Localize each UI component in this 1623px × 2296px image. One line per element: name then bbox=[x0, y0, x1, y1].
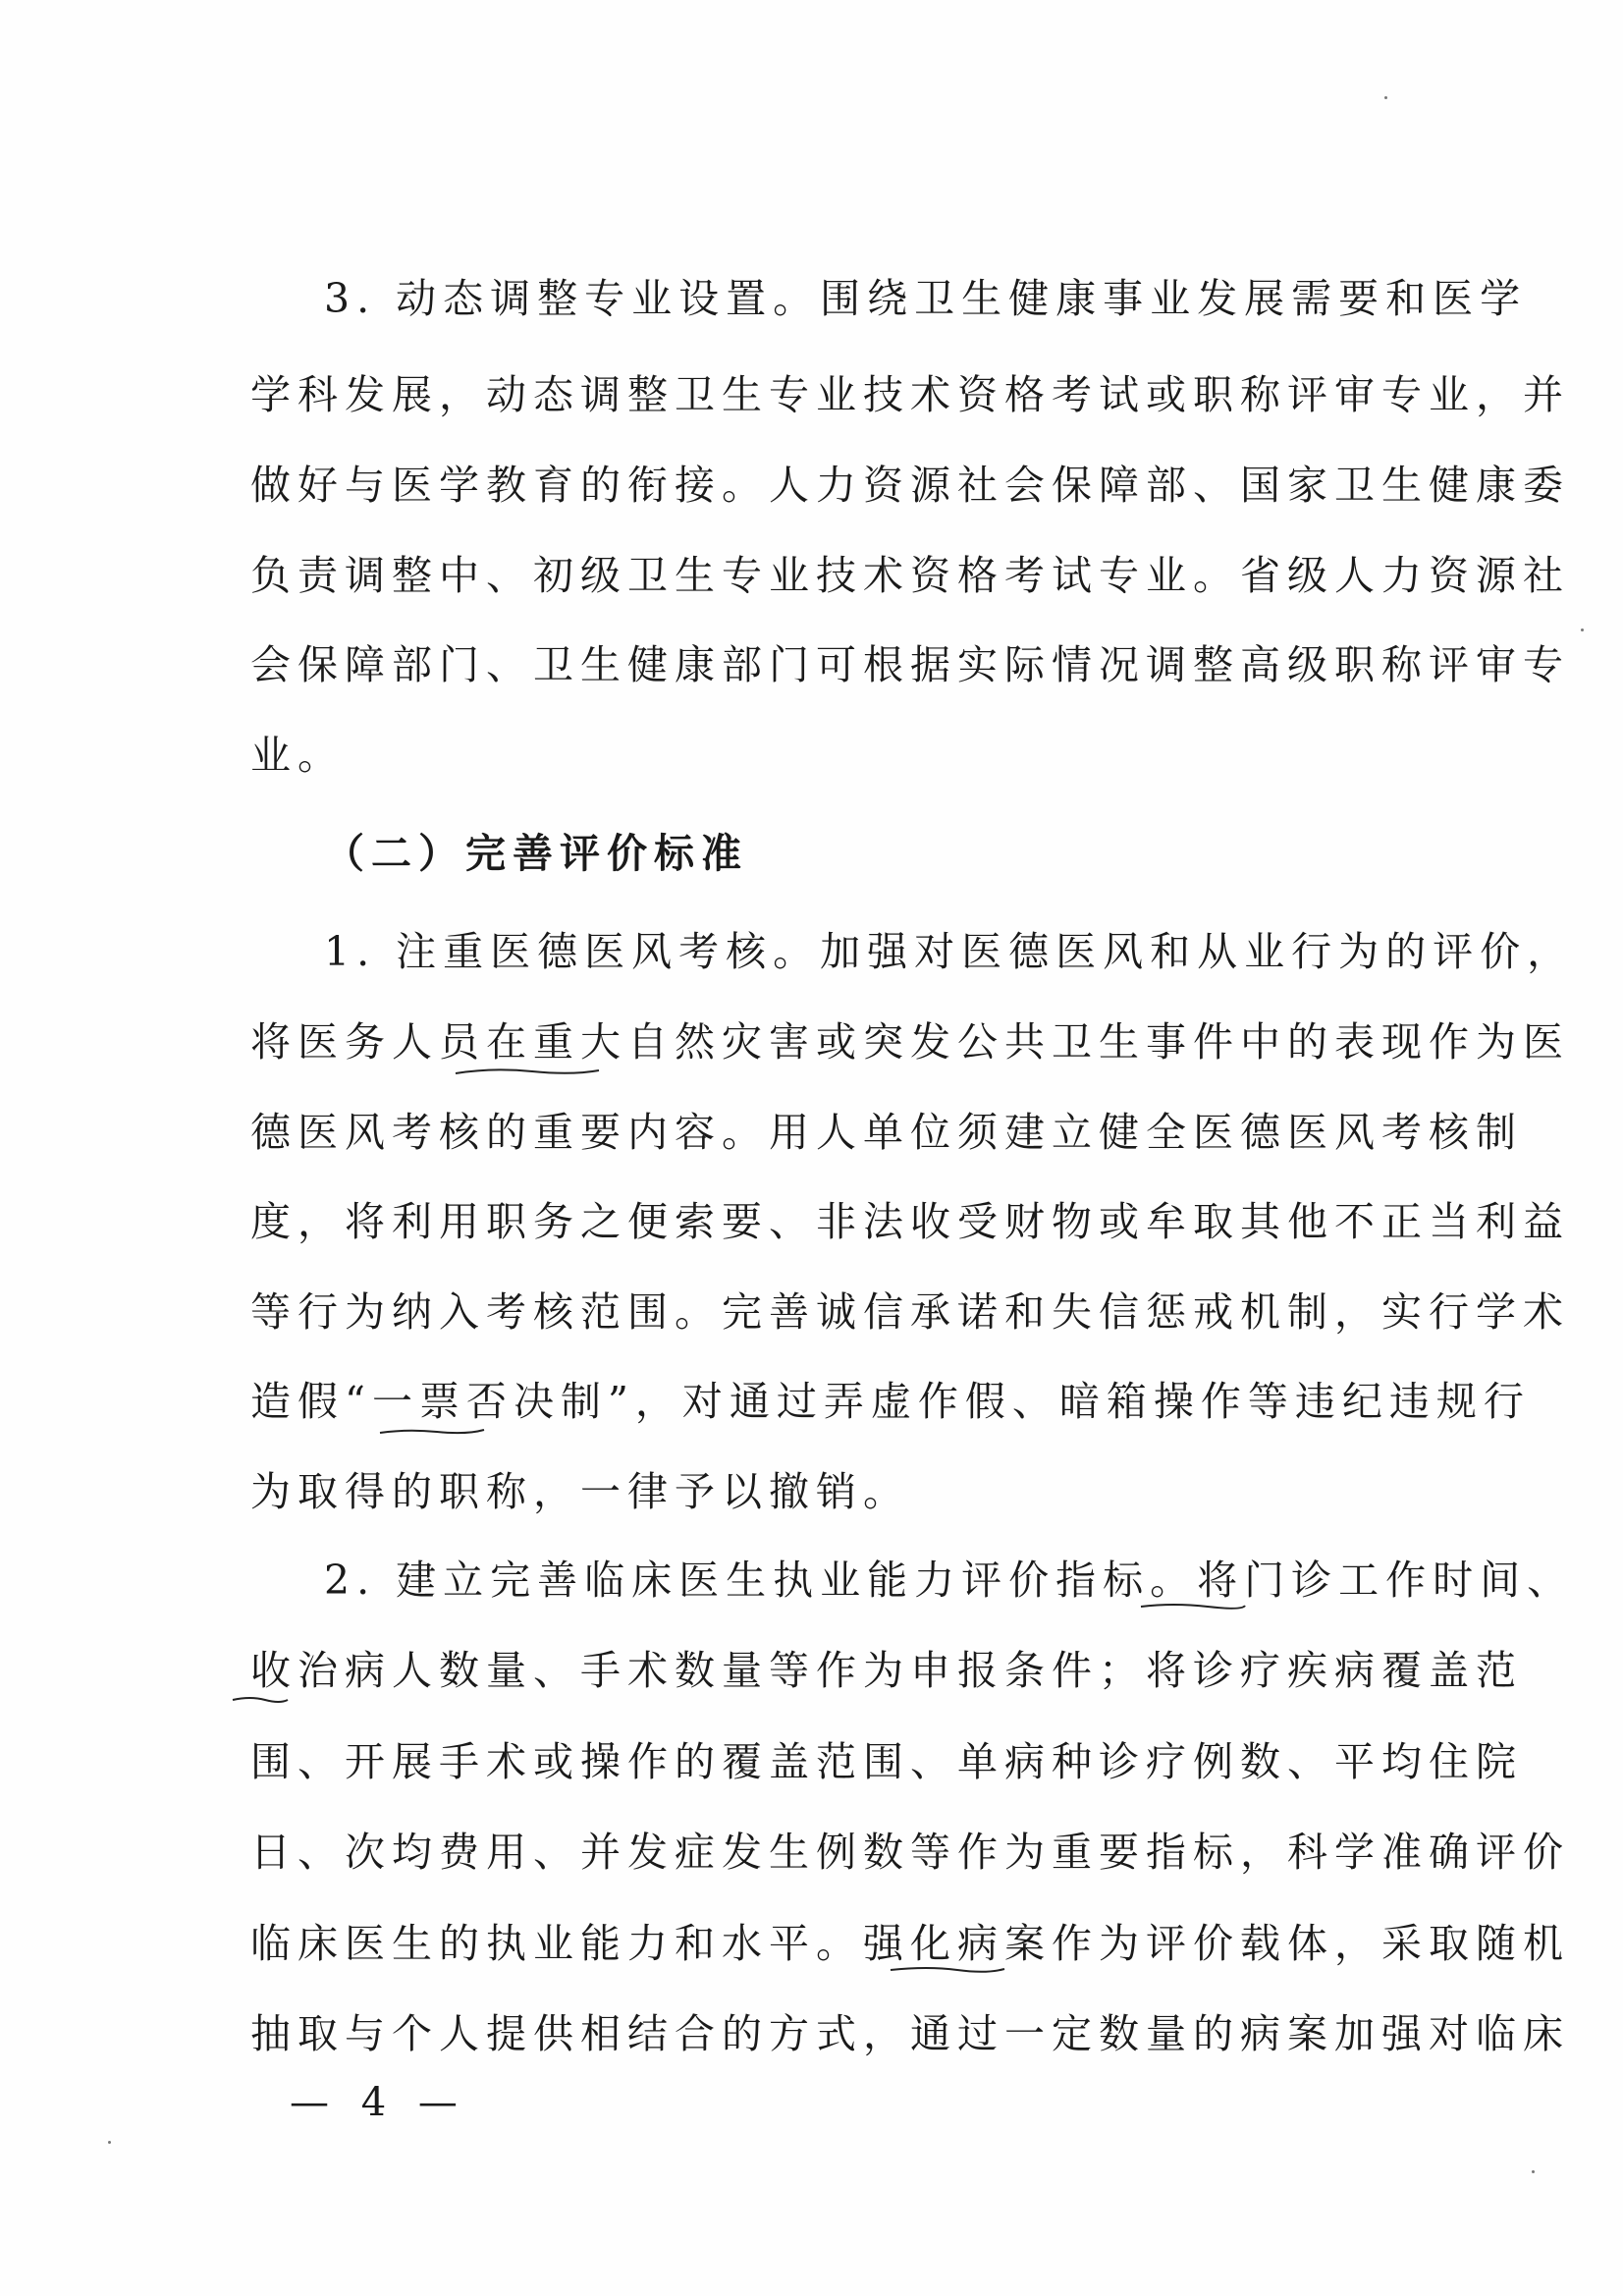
pen-underline-mark bbox=[889, 1964, 1006, 1974]
page-number: — 4 — bbox=[290, 2080, 467, 2125]
paragraph-line: 为取得的职称，一律予以撤销。 bbox=[250, 1468, 910, 1515]
paragraph-line: 造假“一票否决制”，对通过弄虚作假、暗箱操作等违纪违规行 bbox=[250, 1378, 1531, 1425]
paragraph-line: 度，将利用职务之便索要、非法收受财物或牟取其他不正当利益 bbox=[250, 1198, 1570, 1245]
paragraph-line: 抽取与个人提供相结合的方式，通过一定数量的病案加强对临床 bbox=[250, 2010, 1570, 2057]
paragraph-line: 将医务人员在重大自然灾害或突发公共卫生事件中的表现作为医 bbox=[250, 1018, 1570, 1066]
scan-speck bbox=[1384, 96, 1387, 99]
paragraph-line: 收治病人数量、手术数量等作为申报条件；将诊疗疾病覆盖范 bbox=[250, 1647, 1523, 1694]
scan-speck bbox=[1581, 629, 1584, 631]
paragraph-line: 业。 bbox=[250, 732, 345, 779]
paragraph-line: 2. 建立完善临床医生执业能力评价指标。将门诊工作时间、 bbox=[324, 1557, 1575, 1604]
scan-speck bbox=[108, 2141, 111, 2144]
paragraph-line: 负责调整中、初级卫生专业技术资格考试专业。省级人力资源社 bbox=[250, 552, 1570, 599]
paragraph-line: 等行为纳入考核范围。完善诚信承诺和失信惩戒机制，实行学术 bbox=[250, 1288, 1570, 1336]
paragraph-line: 会保障部门、卫生健康部门可根据实际情况调整高级职称评审专 bbox=[250, 641, 1570, 688]
paragraph-line: 学科发展，动态调整卫生专业技术资格考试或职称评审专业，并 bbox=[250, 371, 1570, 418]
paragraph-line: 临床医生的执业能力和水平。强化病案作为评价载体，采取随机 bbox=[250, 1920, 1570, 1967]
paragraph-line: 1. 注重医德医风考核。加强对医德医风和从业行为的评价， bbox=[324, 928, 1575, 975]
paragraph-line: 德医风考核的重要内容。用人单位须建立健全医德医风考核制 bbox=[250, 1109, 1523, 1156]
paragraph-line: 做好与医学教育的衔接。人力资源社会保障部、国家卫生健康委 bbox=[250, 462, 1570, 509]
section-heading: （二）完善评价标准 bbox=[324, 830, 748, 877]
scan-speck bbox=[1532, 2170, 1535, 2173]
pen-underline-mark bbox=[378, 1426, 486, 1436]
pen-underline-mark bbox=[454, 1066, 601, 1075]
pen-underline-mark bbox=[231, 1694, 290, 1704]
pen-underline-mark bbox=[1139, 1601, 1247, 1611]
paragraph-line: 3. 动态调整专业设置。围绕卫生健康事业发展需要和医学 bbox=[324, 275, 1528, 322]
paragraph-line: 围、开展手术或操作的覆盖范围、单病种诊疗例数、平均住院 bbox=[250, 1738, 1523, 1785]
paragraph-line: 日、次均费用、并发症发生例数等作为重要指标，科学准确评价 bbox=[250, 1829, 1570, 1876]
